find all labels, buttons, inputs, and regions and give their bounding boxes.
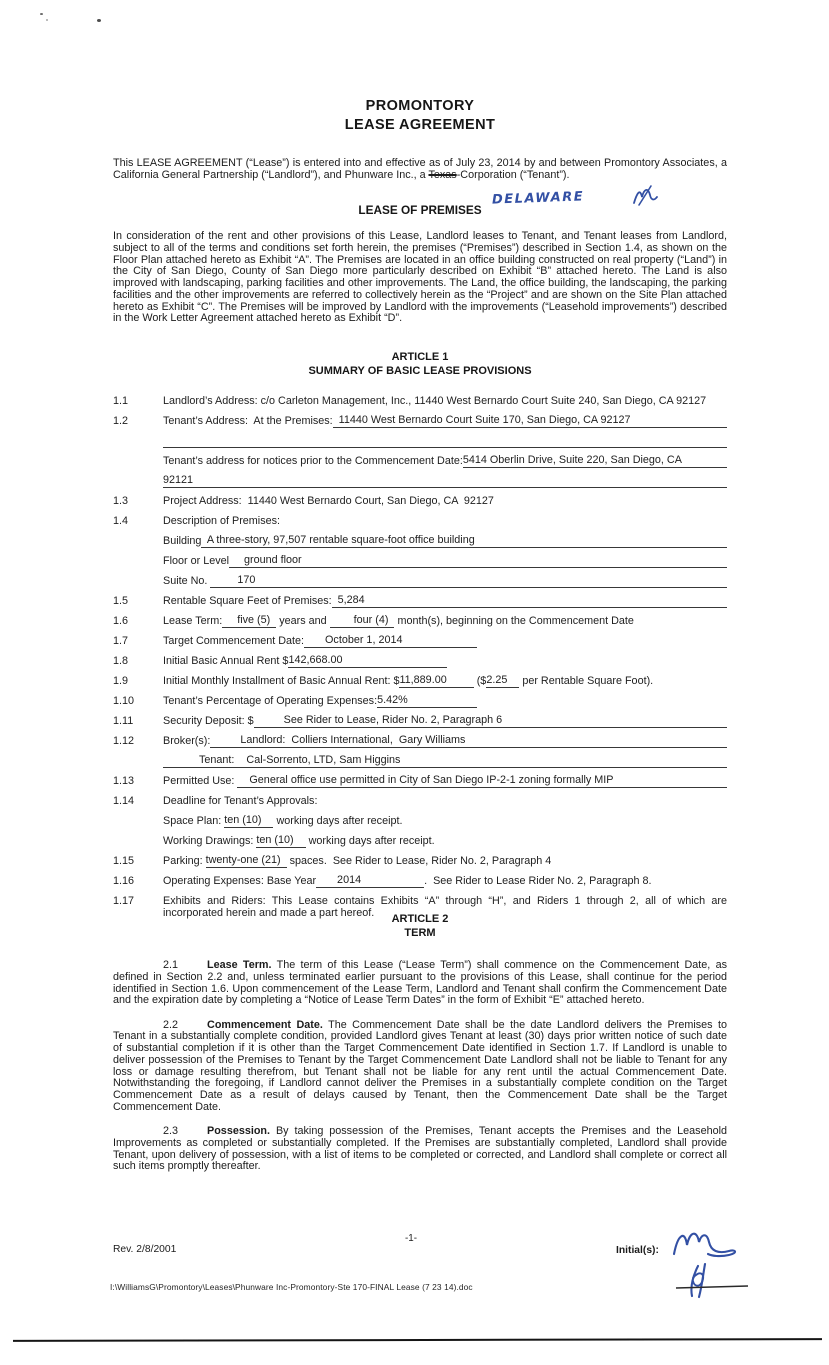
lease-item-1.12 <box>113 735 727 775</box>
field-value: 11440 West Bernardo Court Suite 170, San Diego, CA 92127 <box>332 414 631 426</box>
item-content <box>163 415 727 495</box>
field-value: four (4) <box>329 614 395 626</box>
field-label: Rentable Square Feet of Premises: <box>163 595 332 607</box>
field-label: Broker(s): <box>163 735 211 747</box>
field-label: Space Plan: <box>163 815 225 827</box>
item-line <box>163 475 727 488</box>
item-number: 1.9 <box>113 675 129 687</box>
field-value: 5,284 <box>331 594 365 606</box>
field-value: A three-story, 97,507 rentable square-foot office building <box>201 534 475 546</box>
article1-heading <box>113 351 727 378</box>
rule-line <box>365 607 727 608</box>
item-content <box>163 795 727 855</box>
field-label: . See Rider to Lease Rider No. 2, Paragraph 8. <box>424 875 652 887</box>
rule-line <box>502 727 727 728</box>
item-line <box>163 755 727 768</box>
rule-line <box>302 567 727 568</box>
document-title <box>113 97 727 135</box>
item-content <box>163 395 727 415</box>
rule-line <box>613 787 727 788</box>
field-label: working days after receipt. <box>273 815 403 827</box>
item-content <box>163 595 727 615</box>
item-line <box>163 815 727 828</box>
item-content <box>163 855 727 875</box>
article1-title: ARTICLE 1 <box>391 351 449 363</box>
item-number: 1.12 <box>113 735 135 747</box>
paragraph-heading: Lease Term. <box>207 959 272 971</box>
item-number: 1.10 <box>113 695 135 707</box>
lease-item-1.11 <box>113 715 727 735</box>
field-value: ten (10) <box>224 814 274 826</box>
lease-item-1.3 <box>113 495 727 515</box>
field-label: ($ <box>473 675 487 687</box>
paragraph-number: 2.3 <box>163 1125 179 1137</box>
article2-title: ARTICLE 2 <box>391 913 449 925</box>
scan-artifact-line <box>13 1338 822 1342</box>
item-content <box>163 515 727 595</box>
item-line <box>163 415 727 428</box>
item-content <box>163 495 727 515</box>
lease-item-1.4 <box>113 515 727 595</box>
field-label: Parking: <box>163 855 206 867</box>
item-line <box>163 775 727 788</box>
field-label: Working Drawings: <box>163 835 257 847</box>
item-line <box>163 455 727 468</box>
item-line <box>163 575 727 588</box>
rule-line <box>193 487 727 488</box>
field-label: Target Commencement Date: <box>163 635 305 647</box>
field-label: Tenant’s Percentage of Operating Expenses: <box>163 695 378 707</box>
rule-line <box>475 547 727 548</box>
item-number: 1.15 <box>113 855 135 867</box>
lease-item-1.5 <box>113 595 727 615</box>
field-label: years and <box>276 615 330 627</box>
field-label: Initial Monthly Installment of Basic Annual Rent: $ <box>163 675 400 687</box>
field-label: Project Address: 11440 West Bernardo Court, San Diego, CA 92127 <box>163 495 494 507</box>
field-label: Lease Term: <box>163 615 223 627</box>
item-line <box>163 875 727 888</box>
lease-item-1.9 <box>113 675 727 695</box>
page-number: -1- <box>405 1233 417 1244</box>
field-label: working days after receipt. <box>305 835 435 847</box>
field-value: twenty-one (21) <box>205 854 287 866</box>
item-content <box>163 615 727 635</box>
scan-speck <box>97 19 101 22</box>
field-value: 170 <box>210 574 256 586</box>
paragraph-body: The Commencement Date shall be the date Landlord delivers the Premises to Tenant in a substantially complete condition, provided Landlord gives Tenant at least (30) days prior written notice of such date of substantial completion if it is other than the Target Commencement Date identified in Section 1.7. If Landlord is unable to deliver possession of the Premises to Tenant by the Target Commencement Date Landlord shall not be liable to Tenant for any loss or damage resulting therefrom, but Tenant shall not be liable for any rent until the actual Commencement Date. Notwithstanding the foregoing, if Landlord cannot deliver the Premises in a substantially complete condition on the Target Commencement Date as a result of delays caused by Tenant, then the Commencement Date shall be the Target Commencement Date. <box>113 1018 727 1113</box>
field-value: 5.42% <box>377 694 477 706</box>
field-label: Suite No. <box>163 575 211 587</box>
lease-item-1.1 <box>113 395 727 415</box>
item-line <box>163 615 727 628</box>
article2-paragraph-2.2 <box>113 1020 727 1114</box>
item-number: 1.13 <box>113 775 135 787</box>
lease-item-1.15 <box>113 855 727 875</box>
lease-item-1.7 <box>113 635 727 655</box>
field-value <box>163 754 199 768</box>
paragraph-body: The term of this Lease (“Lease Term”) shall commence on the Commencement Date, as defined in Section 2.2 and, unless terminated earlier pursuant to the provisions of this Lease, shall continue for the period identified in Section 1.6. Upon commencement of the Lease Term, Landlord and Tenant shall confirm the Commencement Date and the expiration date by completing a “Notice of Lease Term Dates” in the form of Exhibit “E” attached hereto. <box>113 959 727 1007</box>
paragraph-heading: Possession. <box>207 1125 271 1137</box>
item-line <box>163 695 727 708</box>
item-line <box>163 675 727 688</box>
handwritten-initials-signature-icon <box>668 1222 752 1304</box>
field-label: spaces. See Rider to Lease, Rider No. 2, Paragraph 4 <box>286 855 552 867</box>
item-line <box>163 395 727 408</box>
field-label: Security Deposit: $ <box>163 715 254 727</box>
item-line <box>163 655 727 668</box>
document-title-line2: LEASE AGREEMENT <box>344 117 496 133</box>
item-content <box>163 735 727 775</box>
field-label: Operating Expenses: Base Year <box>163 875 317 887</box>
item-number: 1.4 <box>113 515 129 527</box>
field-value: General office use permitted in City of San Diego IP-2-1 zoning formally MIP <box>237 774 614 786</box>
item-line <box>163 635 727 648</box>
rule-line <box>465 747 727 748</box>
item-text: Exhibits and Riders: This Lease contains Exhibits “A” through “H”, and Riders 1 through 2, all of which are incorporated herein and made a part hereof. <box>163 895 727 919</box>
revision-label: Rev. 2/8/2001 <box>113 1244 177 1255</box>
item-number: 1.14 <box>113 795 135 807</box>
article2-paragraph-2.1 <box>113 960 727 1007</box>
article1-items <box>113 395 727 926</box>
field-value: ground floor <box>229 554 302 566</box>
rule-line <box>163 447 727 448</box>
item-content <box>163 695 727 715</box>
item-line <box>163 555 727 568</box>
intro-text-before: This LEASE AGREEMENT (“Lease”) is entered into and effective as of July 23, 2014 by and between Promontory Associates, a California General Partnership (“Landlord”), and Phunware Inc., a <box>113 157 727 181</box>
item-line <box>163 735 727 748</box>
lease-item-1.2 <box>113 415 727 495</box>
field-value: 2014 <box>316 874 425 886</box>
paragraph-heading: Commencement Date. <box>207 1018 323 1031</box>
item-number: 1.2 <box>113 415 129 427</box>
field-value: Tenant: Cal-Sorrento, LTD, Sam Higgins <box>199 754 401 766</box>
item-number: 1.11 <box>113 715 134 727</box>
field-value: 2.25 <box>486 674 520 686</box>
section-heading-lease-of-premises: LEASE OF PREMISES <box>358 203 482 217</box>
field-value: 5414 Oberlin Drive, Suite 220, San Diego, CA <box>462 454 682 466</box>
article2-paragraph-2.3 <box>113 1126 727 1173</box>
lease-item-1.14 <box>113 795 727 855</box>
field-value: 142,668.00 <box>288 654 448 666</box>
item-line <box>163 515 727 528</box>
paragraph-number: 2.1 <box>163 959 179 971</box>
field-label: Description of Premises: <box>163 515 281 527</box>
lease-of-premises-body: In consideration of the rent and other provisions of this Lease, Landlord leases to Tenant, and Tenant leases from Landlord, subject to all of the terms and conditions set forth herein, the premises (“Premises”) described in Section 1.4, as shown on the Floor Plan attached hereto as Exhibit “A”. The Premises are located in an office building constructed on real property (“Land”) in the City of San Diego, County of San Diego more particularly described on Exhibit “B” attached hereto. The Land is also improved with landscaping, parking facilities and other improvements. The Land, the office building, the landscaping, the parking facilities and the other improvements are referred to collectively herein as the “Project” and are shown on the Site Plan attached hereto as Exhibit “C”. The Premises will be improved by Landlord with the improvements (“Leasehold improvements”) described in the Work Letter Agreement attached hereto as Exhibit “D”. <box>113 230 727 325</box>
item-line <box>163 715 727 728</box>
rule-line <box>682 467 727 468</box>
item-content <box>163 775 727 795</box>
item-content <box>163 675 727 695</box>
field-value: ten (10) <box>256 834 306 846</box>
item-number: 1.17 <box>113 895 135 907</box>
field-label: Building <box>163 535 202 547</box>
field-value: 92121 <box>163 474 194 486</box>
item-number: 1.16 <box>113 875 135 887</box>
field-value: October 1, 2014 <box>304 634 478 646</box>
field-label: Tenant’s address for notices prior to the Commencement Date: <box>163 455 463 467</box>
rule-line <box>400 767 727 768</box>
field-label: Initial Basic Annual Rent $ <box>163 655 289 667</box>
item-line <box>163 855 727 868</box>
field-label: Permitted Use: <box>163 775 238 787</box>
paragraph-body: By taking possession of the Premises, Tenant accepts the Premises and the Leasehold Improvements as completed or substantially completed. If the Premises are substantially completed, Landlord shall provide Tenant, upon delivery of possession, with a list of items to be completed or corrected, and Landlord shall complete or correct all such items promptly thereafter. <box>113 1125 727 1173</box>
item-line <box>163 435 727 448</box>
item-content <box>163 715 727 735</box>
field-label: per Rentable Square Foot). <box>519 675 654 687</box>
field-label: Deadline for Tenant’s Approvals: <box>163 795 318 807</box>
field-value: 11,889.00 <box>399 674 474 686</box>
intro-text-after: -Corporation (“Tenant”). <box>456 168 570 181</box>
rule-line <box>255 587 727 588</box>
field-label: Floor or Level <box>163 555 230 567</box>
intro-paragraph <box>113 158 727 182</box>
file-path: I:\WilliamsG\Promontory\Leases\Phunware Inc-Promontory-Ste 170-FINAL Lease (7 23 14).doc <box>110 1282 473 1292</box>
field-label: month(s), beginning on the Commencement Date <box>394 615 634 627</box>
item-content <box>163 655 727 675</box>
field-label: Landlord’s Address: c/o Carleton Management, Inc., 11440 West Bernardo Court Suite 240, San Diego, CA 92127 <box>163 395 707 407</box>
item-number: 1.1 <box>113 395 129 407</box>
lease-item-1.13 <box>113 775 727 795</box>
item-line <box>163 795 727 808</box>
article2-heading <box>113 913 727 940</box>
item-content <box>163 635 727 655</box>
paragraph-number: 2.2 <box>163 1018 179 1031</box>
item-content <box>163 875 727 895</box>
field-label: Tenant’s Address: At the Premises: <box>163 415 333 427</box>
initials-label: Initial(s): <box>616 1245 659 1256</box>
scan-speck <box>40 13 43 15</box>
article2-paragraphs <box>113 960 727 1186</box>
field-value: See Rider to Lease, Rider No. 2, Paragraph 6 <box>253 714 503 726</box>
rule-line <box>631 427 727 428</box>
article1-subtitle: SUMMARY OF BASIC LEASE PROVISIONS <box>308 364 532 377</box>
lease-item-1.6 <box>113 615 727 635</box>
item-line <box>163 595 727 608</box>
handwritten-correction: DELAWARE <box>491 189 585 208</box>
lease-item-1.10 <box>113 695 727 715</box>
field-value: five (5) <box>222 614 277 626</box>
item-number: 1.8 <box>113 655 129 667</box>
document-title-line1: PROMONTORY <box>365 98 475 114</box>
field-value: Landlord: Colliers International, Gary Williams <box>210 734 466 746</box>
lease-item-1.16 <box>113 875 727 895</box>
item-line <box>163 835 727 848</box>
lease-item-1.8 <box>113 655 727 675</box>
scan-speck <box>46 19 48 21</box>
item-number: 1.6 <box>113 615 129 627</box>
item-line <box>163 495 727 508</box>
item-number: 1.3 <box>113 495 129 507</box>
item-number: 1.5 <box>113 595 129 607</box>
struck-word: Texas <box>428 168 457 181</box>
item-number: 1.7 <box>113 635 129 647</box>
item-line <box>163 535 727 548</box>
article2-subtitle: TERM <box>404 926 436 939</box>
